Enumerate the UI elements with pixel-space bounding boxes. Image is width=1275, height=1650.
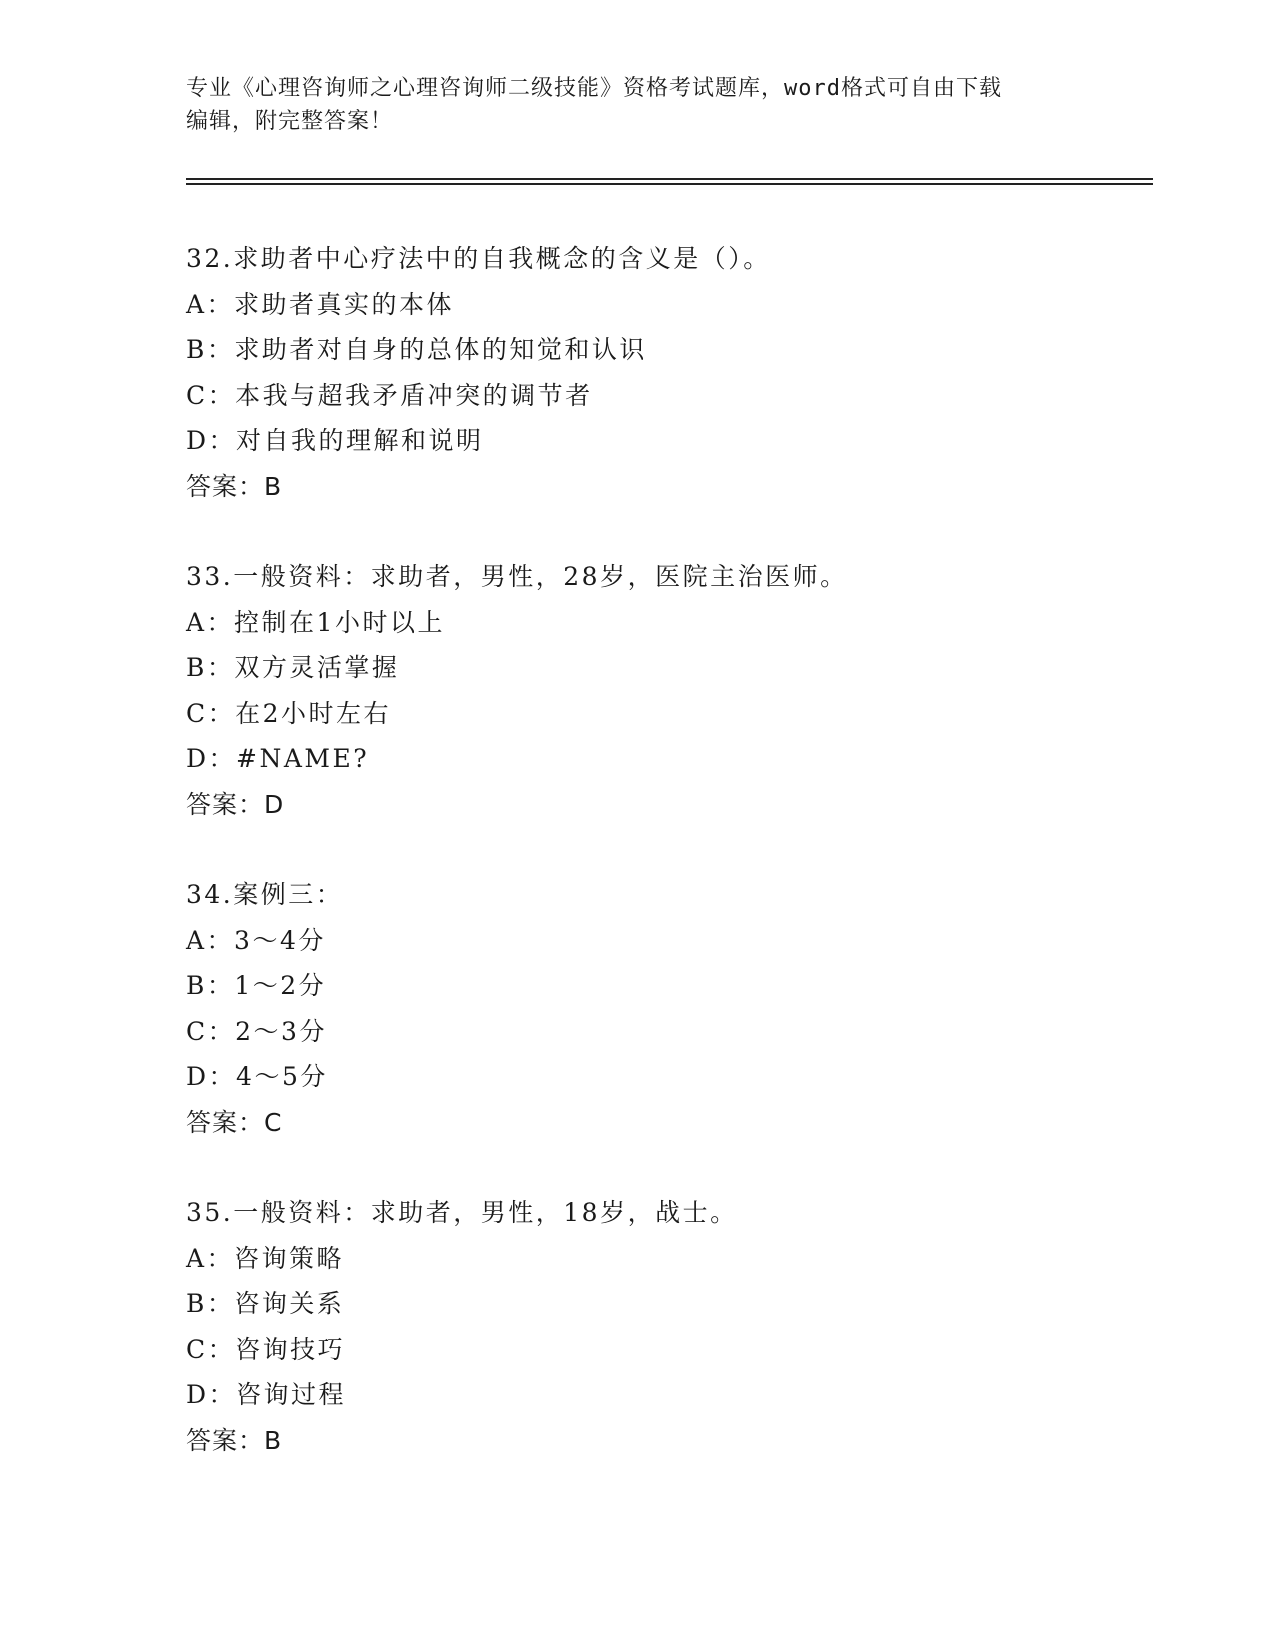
option-b: B：1～2分 bbox=[186, 971, 327, 1000]
option-b: B：咨询关系 bbox=[186, 1289, 345, 1318]
option-d: D：4～5分 bbox=[186, 1062, 328, 1091]
question-stem: 34.案例三： bbox=[186, 880, 344, 909]
header-divider-bottom bbox=[186, 183, 1153, 185]
option-c: C：本我与超我矛盾冲突的调节者 bbox=[186, 380, 593, 410]
question-stem: 33.一般资料：求助者，男性，28岁，医院主治医师。 bbox=[186, 562, 848, 591]
question-35 bbox=[186, 1190, 1146, 1463]
question-stem: 32.求助者中心疗法中的自我概念的含义是（）。 bbox=[186, 244, 771, 273]
option-a: A：咨询策略 bbox=[186, 1243, 345, 1273]
option-d: D：咨询过程 bbox=[186, 1380, 347, 1409]
option-c: C：2～3分 bbox=[186, 1016, 327, 1046]
option-a: A：3～4分 bbox=[186, 925, 326, 955]
option-c: C：咨询技巧 bbox=[186, 1334, 346, 1364]
answer: 答案：C bbox=[186, 1107, 283, 1137]
header-line-2: 编辑，附完整答案！ bbox=[186, 109, 394, 134]
answer: 答案：B bbox=[186, 471, 283, 501]
option-b: B：双方灵活掌握 bbox=[186, 653, 400, 682]
document-header bbox=[186, 72, 1086, 138]
question-list bbox=[186, 236, 1146, 1508]
option-b: B：求助者对自身的总体的知觉和认识 bbox=[186, 335, 647, 364]
option-a: A：控制在1小时以上 bbox=[186, 607, 445, 637]
answer: 答案：D bbox=[186, 789, 285, 819]
question-32 bbox=[186, 236, 1146, 509]
header-divider-top bbox=[186, 178, 1153, 180]
option-d: D：对自我的理解和说明 bbox=[186, 426, 484, 455]
question-stem: 35.一般资料：求助者，男性，18岁，战士。 bbox=[186, 1198, 738, 1227]
option-d: D：#NAME? bbox=[186, 744, 370, 773]
option-c: C：在2小时左右 bbox=[186, 698, 392, 728]
option-a: A：求助者真实的本体 bbox=[186, 289, 455, 319]
answer: 答案：B bbox=[186, 1425, 283, 1455]
question-34 bbox=[186, 872, 1146, 1145]
question-33 bbox=[186, 554, 1146, 827]
header-line-1: 专业《心理咨询师之心理咨询师二级技能》资格考试题库，word格式可自由下载 bbox=[186, 76, 1002, 101]
